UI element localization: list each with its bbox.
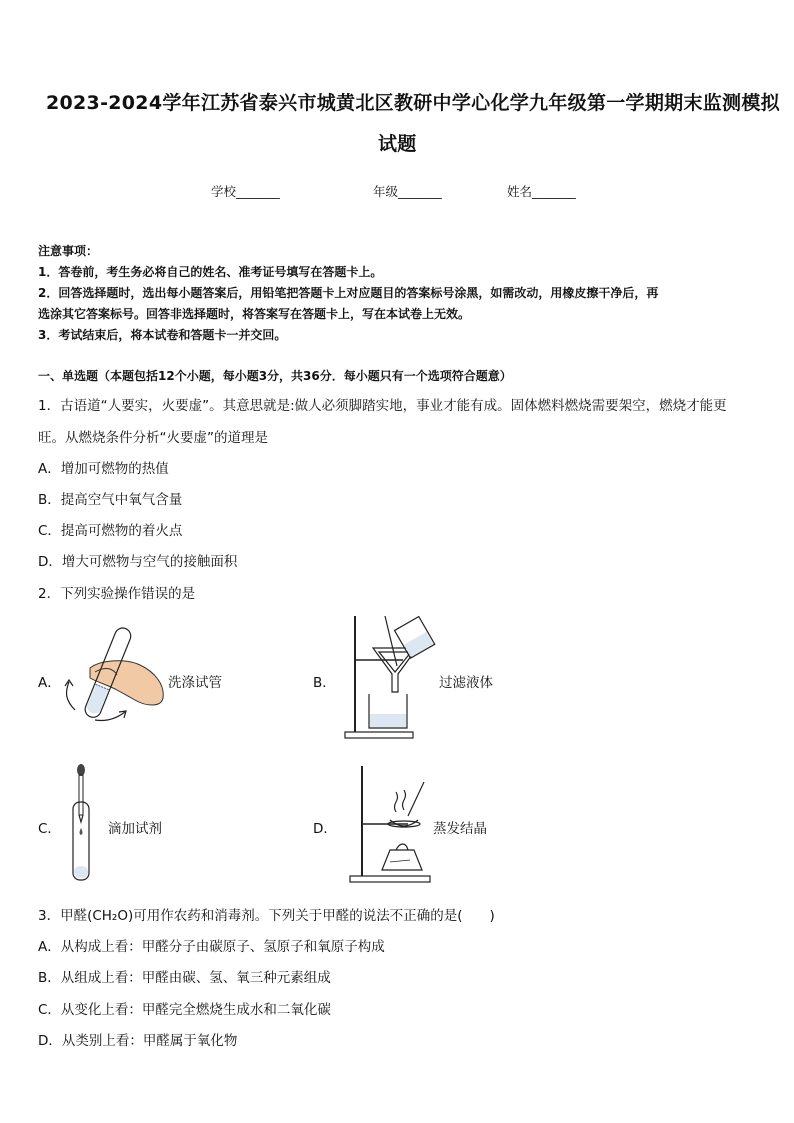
evaporation-figure (350, 762, 435, 887)
section-heading: 一、单选题（本题包括12个小题，每小题3分，共36分．每小题只有一个选项符合题意） (38, 369, 512, 383)
notes-item: 3．考试结束后，将本试卷和答题卡一并交回。 (38, 328, 287, 342)
test-tube-washing-figure (55, 620, 170, 735)
notes-heading: 注意事项： (38, 244, 99, 258)
page-title: 2023-2024学年江苏省泰兴市城黄北区教研中学心化学九年级第一学期期末监测模拟 (46, 92, 780, 114)
q1-option-c: C．提高可燃物的着火点 (38, 523, 183, 539)
q2-option-b-label: 过滤液体 (439, 675, 493, 691)
q1-option-a: A．增加可燃物的热值 (38, 461, 169, 477)
name-field: 姓名_______ (507, 184, 576, 199)
q2-option-b-letter: B． (313, 675, 336, 691)
q3-option-c: C．从变化上看：甲醛完全燃烧生成水和二氧化碳 (38, 1002, 331, 1018)
grade-field: 年级_______ (373, 184, 442, 199)
q1-stem-line1: 1．古语道“人要实，火要虚”。其意思就是:做人必须脚踏实地，事业才能有成。固体燃料燃烧需要架空，燃烧才能更 (38, 398, 727, 414)
school-field: 学校_______ (211, 184, 280, 199)
q3-stem: 3．甲醛(CH₂O)可用作农药和消毒剂。下列关于甲醛的说法不正确的是( ) (38, 908, 495, 924)
page-title-continued: 试题 (378, 133, 417, 155)
q2-option-d-label: 蒸发结晶 (433, 821, 487, 837)
q1-option-d: D．增大可燃物与空气的接触面积 (38, 554, 238, 570)
q2-option-d-letter: D． (313, 821, 337, 837)
dropper-figure (68, 762, 98, 887)
notes-block (38, 241, 658, 346)
q3-option-d: D．从类别上看：甲醛属于氧化物 (38, 1033, 238, 1049)
notes-item: 2．回答选择题时，选出每小题答案后，用铅笔把答题卡上对应题目的答案标号涂黑，如需改动，用橡皮擦干净后，再 (38, 286, 659, 300)
q2-option-c-letter: C． (38, 821, 61, 837)
filtration-figure (345, 616, 435, 746)
q1-option-b: B．提高空气中氧气含量 (38, 492, 183, 508)
q2-stem: 2．下列实验操作错误的是 (38, 586, 196, 602)
q3-option-a: A．从构成上看：甲醛分子由碳原子、氢原子和氧原子构成 (38, 939, 385, 955)
q1-stem-line2: 旺。从燃烧条件分析“火要虚”的道理是 (38, 430, 268, 446)
q2-option-c-label: 滴加试剂 (108, 821, 162, 837)
q2-option-a-label: 洗涤试管 (168, 675, 222, 691)
notes-item: 选涂其它答案标号。回答非选择题时，将答案写在答题卡上，写在本试卷上无效。 (38, 307, 471, 321)
q2-option-a-letter: A． (38, 675, 61, 691)
q3-option-b: B．从组成上看：甲醛由碳、氢、氧三种元素组成 (38, 970, 331, 986)
notes-item: 1．答卷前，考生务必将自己的姓名、准考证号填写在答题卡上。 (38, 265, 383, 279)
